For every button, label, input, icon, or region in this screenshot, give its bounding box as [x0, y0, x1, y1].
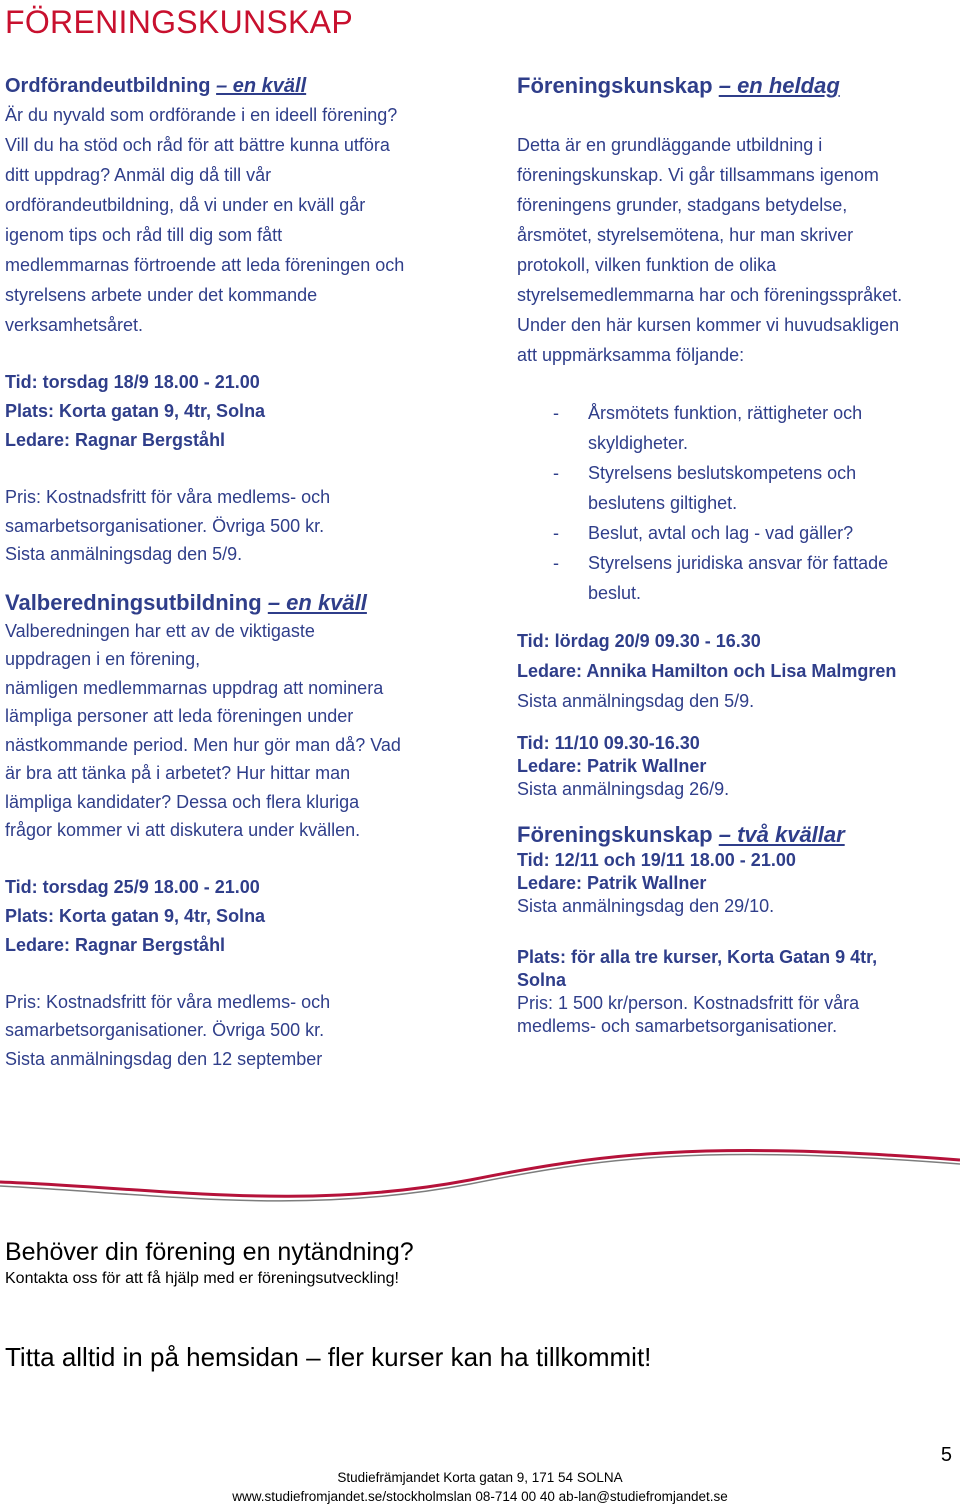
body-line: årsmötet, styrelsemötena, hur man skriver [517, 225, 854, 245]
registration-deadline: Sista anmälningsdag den 12 september [5, 1048, 323, 1069]
course-price: Pris: Kostnadsfritt för våra medlems- och [5, 487, 331, 507]
list-item: beslut. [588, 583, 642, 603]
list-item: - Årsmötets funktion, rättigheter och [553, 403, 863, 423]
registration-deadline: Sista anmälningsdag den 5/9. [5, 544, 243, 564]
body-line: lämpliga kandidater? Dessa och flera kluriga [5, 791, 360, 812]
heading-emphasis: – två kvällar [718, 822, 845, 847]
page-number: 5 [940, 1444, 952, 1466]
topic-list [517, 398, 957, 608]
body-line: nämligen medlemmarnas uppdrag att nominera [5, 677, 384, 698]
body-line: styrelsemedlemmarna har och föreningsspråket. [517, 285, 903, 305]
footer-address: Studiefrämjandet Korta gatan 9, 171 54 SOLNA [337, 1470, 623, 1485]
heading-emphasis: – en heldag [718, 73, 840, 98]
page-title: FÖRENINGSKUNSKAP [5, 4, 353, 40]
course-time: Tid: torsdag 18/9 18.00 - 21.00 [5, 372, 260, 392]
footer-contact: www.studiefromjandet.se/stockholmslan 08-714 00 40 ab-lan@studiefromjandet.se [232, 1489, 728, 1504]
body-line: Valberedningen har ett av de viktigaste [5, 620, 315, 641]
heading-emphasis: – en kväll [216, 75, 307, 97]
section-heading-heldag [517, 72, 957, 100]
course-leader: Ledare: Patrik Wallner [517, 873, 707, 893]
body-line: uppdragen i en förening, [5, 649, 201, 669]
course-leader: Ledare: Patrik Wallner [517, 756, 707, 776]
decorative-wave [0, 1140, 960, 1220]
course-time: Tid: lördag 20/9 09.30 - 16.30 [517, 631, 761, 651]
section-body [517, 130, 957, 370]
course-leader: Ledare: Annika Hamilton och Lisa Malmgren [517, 661, 897, 681]
heading-main: Valberedningsutbildning [5, 589, 262, 615]
course-time: Tid: 12/11 och 19/11 18.00 - 21.00 [517, 850, 796, 870]
section-heading-tva-kvallar [517, 821, 957, 849]
registration-deadline: Sista anmälningsdag 26/9. [517, 779, 730, 799]
list-item: beslutens giltighet. [588, 493, 738, 513]
heading-emphasis: – en kväll [267, 589, 367, 615]
body-line: att uppmärksamma följande: [517, 345, 745, 365]
course-place: Plats: för alla tre kurser, Korta Gatan 9 4tr, [517, 947, 878, 967]
registration-deadline: Sista anmälningsdag den 29/10. [517, 896, 775, 916]
course-price: Pris: Kostnadsfritt för våra medlems- och [5, 991, 331, 1012]
body-line: frågor kommer vi att diskutera under kvällen. [5, 820, 361, 840]
body-line: föreningens grunder, stadgans betydelse, [517, 195, 848, 215]
body-line: verksamhetsåret. [5, 315, 144, 335]
section-heading-valberedning [5, 589, 475, 617]
course-place: Plats: Korta gatan 9, 4tr, Solna [5, 401, 266, 421]
body-line: ditt uppdrag? Anmäl dig då till vår [5, 165, 272, 185]
right-column [517, 72, 957, 1038]
course-price: samarbetsorganisationer. Övriga 500 kr. [5, 1020, 325, 1040]
course-time: Tid: torsdag 25/9 18.00 - 21.00 [5, 876, 260, 897]
body-line: styrelsens arbete under det kommande [5, 285, 318, 305]
body-line: Är du nyvald som ordförande i en ideell förening? [5, 105, 398, 125]
course-leader: Ledare: Ragnar Bergståhl [5, 934, 226, 955]
body-line: Vill du ha stöd och råd för att bättre kunna utföra [5, 135, 390, 155]
cta-heading: Behöver din förening en nytändning? [5, 1238, 414, 1266]
registration-deadline: Sista anmälningsdag den 5/9. [517, 691, 755, 711]
website-banner: Titta alltid in på hemsidan – fler kurser kan ha tillkommit! [5, 1342, 652, 1372]
heading-main: Föreningskunskap [517, 822, 713, 847]
list-item: - Beslut, avtal och lag - vad gäller? [553, 523, 854, 543]
body-line: föreningskunskap. Vi går tillsammans igenom [517, 165, 879, 185]
list-item: skyldigheter. [588, 433, 689, 453]
body-line: Under den här kursen kommer vi huvudsakligen [517, 315, 900, 335]
body-line: ordförandeutbildning, då vi under en kväll går [5, 195, 366, 215]
list-item: - Styrelsens beslutskompetens och [553, 463, 857, 483]
list-item: - Styrelsens juridiska ansvar för fattade [553, 553, 889, 573]
course-price: samarbetsorganisationer. Övriga 500 kr. [5, 515, 325, 536]
left-column [5, 72, 475, 1073]
body-line: protokoll, vilken funktion de olika [517, 255, 777, 275]
course-place: Plats: Korta gatan 9, 4tr, Solna [5, 905, 266, 926]
course-time: Tid: 11/10 09.30-16.30 [517, 733, 700, 753]
heading-main: Föreningskunskap [517, 73, 713, 98]
body-line: nästkommande period. Men hur gör man då? Vad [5, 734, 401, 755]
heading-main: Ordförandeutbildning [5, 75, 211, 97]
course-price: medlems- och samarbetsorganisationer. [517, 1016, 838, 1036]
cta-subtext: Kontakta oss för att få hjälp med er föreningsutveckling! [5, 1270, 399, 1287]
course-leader: Ledare: Ragnar Bergståhl [5, 430, 226, 450]
body-line: medlemmarnas förtroende att leda föreningen och [5, 255, 405, 275]
body-line: igenom tips och råd till dig som fått [5, 225, 283, 245]
body-line: är bra att tänka på i arbetet? Hur hittar man [5, 763, 351, 783]
section-body [5, 617, 475, 845]
section-body [5, 100, 475, 340]
course-place: Solna [517, 970, 567, 990]
section-heading-ordforande [5, 72, 475, 100]
body-line: lämpliga personer att leda föreningen under [5, 706, 354, 726]
body-line: Detta är en grundläggande utbildning i [517, 135, 823, 155]
course-price: Pris: 1 500 kr/person. Kostnadsfritt för våra [517, 993, 860, 1013]
wave-line [0, 1151, 960, 1197]
